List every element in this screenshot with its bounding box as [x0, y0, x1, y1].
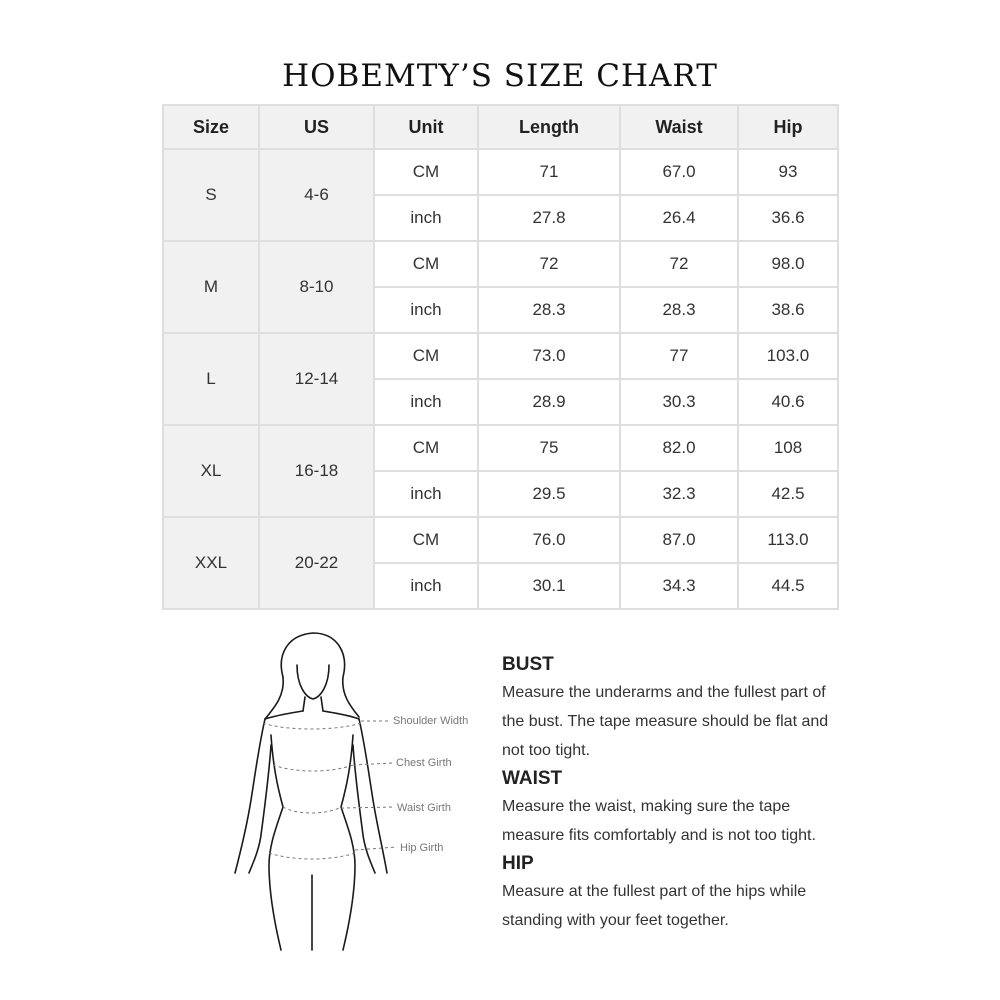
hip-cell: 36.6 [738, 195, 838, 241]
hip-cell: 93 [738, 149, 838, 195]
length-cell: 29.5 [478, 471, 620, 517]
unit-cell: CM [374, 149, 478, 195]
unit-cell: CM [374, 517, 478, 563]
length-cell: 72 [478, 241, 620, 287]
header-length: Length [478, 105, 620, 149]
hip-cell: 40.6 [738, 379, 838, 425]
size-cell: S [163, 149, 259, 241]
waist-cell: 82.0 [620, 425, 738, 471]
us-size-cell: 4-6 [259, 149, 374, 241]
hip-text: Measure at the fullest part of the hips while standing with your feet together. [502, 883, 807, 929]
waist-text: Measure the waist, making sure the tape measure fits comfortably and is not too tight. [502, 798, 816, 844]
length-cell: 71 [478, 149, 620, 195]
measurement-guide [502, 652, 847, 936]
hip-girth-label: Hip Girth [400, 842, 444, 854]
body-measurement-figure [225, 625, 495, 955]
us-size-cell: 20-22 [259, 517, 374, 609]
length-cell: 28.3 [478, 287, 620, 333]
hip-cell: 42.5 [738, 471, 838, 517]
unit-cell: inch [374, 379, 478, 425]
length-cell: 28.9 [478, 379, 620, 425]
table-row [163, 149, 838, 195]
hip-cell: 44.5 [738, 563, 838, 609]
waist-heading: WAIST [502, 768, 563, 789]
size-table [162, 104, 839, 610]
us-size-cell: 8-10 [259, 241, 374, 333]
size-cell: M [163, 241, 259, 333]
header-waist: Waist [620, 105, 738, 149]
hip-heading: HIP [502, 853, 534, 874]
header-size: Size [163, 105, 259, 149]
hip-cell: 98.0 [738, 241, 838, 287]
waist-cell: 34.3 [620, 563, 738, 609]
hip-cell: 38.6 [738, 287, 838, 333]
chest-girth-label: Chest Girth [396, 757, 452, 769]
waist-cell: 87.0 [620, 517, 738, 563]
unit-cell: inch [374, 563, 478, 609]
waist-cell: 30.3 [620, 379, 738, 425]
unit-cell: CM [374, 425, 478, 471]
shoulder-width-label: Shoulder Width [393, 715, 469, 727]
waist-cell: 67.0 [620, 149, 738, 195]
waist-girth-label: Waist Girth [397, 802, 451, 814]
unit-cell: CM [374, 241, 478, 287]
waist-cell: 32.3 [620, 471, 738, 517]
bust-text: Measure the underarms and the fullest part of the bust. The tape measure should be flat and not too tight. [502, 684, 829, 759]
unit-cell: inch [374, 471, 478, 517]
unit-cell: inch [374, 195, 478, 241]
waist-cell: 77 [620, 333, 738, 379]
size-cell: XXL [163, 517, 259, 609]
header-unit: Unit [374, 105, 478, 149]
us-size-cell: 12-14 [259, 333, 374, 425]
unit-cell: CM [374, 333, 478, 379]
waist-cell: 26.4 [620, 195, 738, 241]
waist-cell: 28.3 [620, 287, 738, 333]
us-size-cell: 16-18 [259, 425, 374, 517]
body-outline-icon [225, 625, 495, 955]
header-us: US [259, 105, 374, 149]
length-cell: 27.8 [478, 195, 620, 241]
table-row [163, 333, 838, 379]
length-cell: 76.0 [478, 517, 620, 563]
size-cell: L [163, 333, 259, 425]
waist-cell: 72 [620, 241, 738, 287]
table-row [163, 425, 838, 471]
unit-cell: inch [374, 287, 478, 333]
length-cell: 73.0 [478, 333, 620, 379]
table-row [163, 241, 838, 287]
table-header-row [163, 105, 838, 149]
length-cell: 75 [478, 425, 620, 471]
table-row [163, 517, 838, 563]
size-cell: XL [163, 425, 259, 517]
page-title: HOBEMTY’S SIZE CHART [282, 58, 718, 94]
hip-cell: 113.0 [738, 517, 838, 563]
hip-cell: 108 [738, 425, 838, 471]
hip-cell: 103.0 [738, 333, 838, 379]
bust-heading: BUST [502, 654, 554, 675]
header-hip: Hip [738, 105, 838, 149]
length-cell: 30.1 [478, 563, 620, 609]
